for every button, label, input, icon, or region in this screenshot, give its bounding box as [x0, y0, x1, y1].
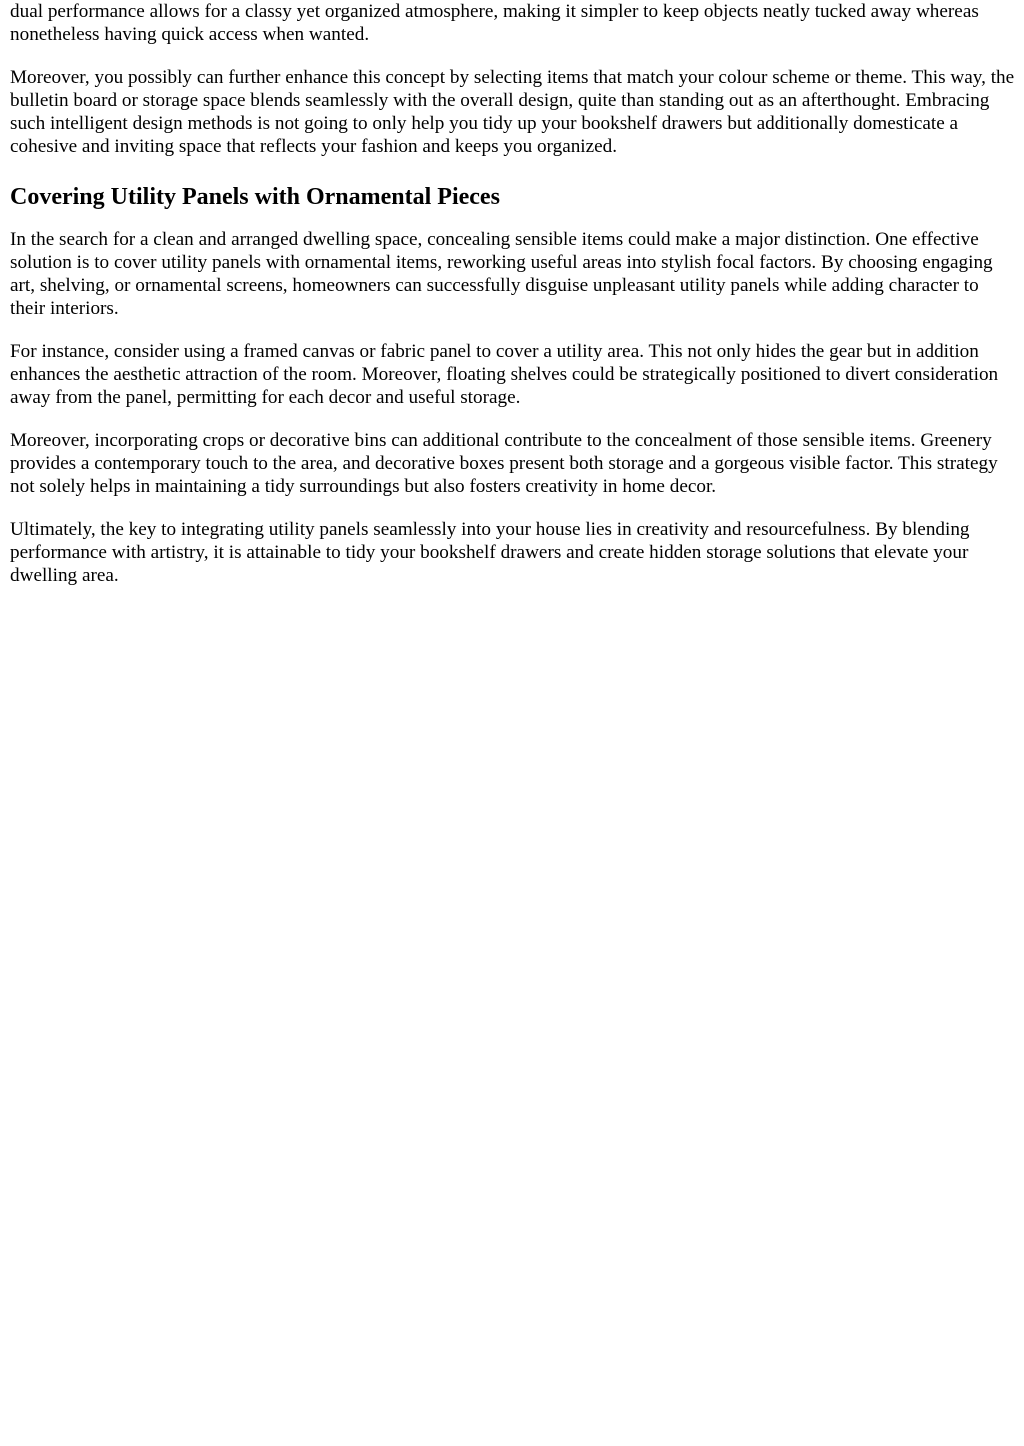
paragraph-crops-bins: Moreover, incorporating crops or decorative bins can additional contribute to the concealment of those sensible items. Greenery provides a contemporary touch to the area, and decorative boxes present both storage and a gorgeous visible factor. This strategy not solely helps in maintaining a tidy surroundings but also fosters creativity in home decor. — [10, 430, 998, 497]
section-heading: Covering Utility Panels with Ornamental Pieces — [10, 184, 500, 210]
paragraph-concealing-items: In the search for a clean and arranged dwelling space, concealing sensible items could make a major distinction. One effective solution is to cover utility panels with ornamental items, reworking useful areas into stylish focal factors. By choosing engaging art, shelving, or ornamental screens, homeowners can successfully disguise unpleasant utility panels while adding character to their interiors. — [10, 229, 993, 319]
paragraph-framed-canvas: For instance, consider using a framed canvas or fabric panel to cover a utility area. This not only hides the gear but in addition enhances the aesthetic attraction of the room. Moreover, floating shelves could be strategically positioned to divert consideration away from the panel, permitting for each decor and useful storage. — [10, 341, 999, 408]
paragraph-color-scheme: Moreover, you possibly can further enhance this concept by selecting items that match your colour scheme or theme. This way, the bulletin board or storage space blends seamlessly with the overall design, quite than standing out as an afterthought. Embracing such intelligent design methods is not going to only help you tidy up your bookshelf drawers but additionally domesticate a cohesive and inviting space that reflects your fashion and keeps you organized. — [10, 67, 1015, 157]
paragraph-conclusion: Ultimately, the key to integrating utility panels seamlessly into your house lies in creativity and resourcefulness. By blending performance with artistry, it is attainable to tidy your bookshelf drawers and create hidden storage solutions that elevate your dwelling area. — [10, 519, 970, 586]
article-body — [0, 0, 1024, 587]
paragraph-intro-continued: dual performance allows for a classy yet organized atmosphere, making it simpler to keep objects neatly tucked away whereas nonetheless having quick access when wanted. — [10, 1, 979, 45]
